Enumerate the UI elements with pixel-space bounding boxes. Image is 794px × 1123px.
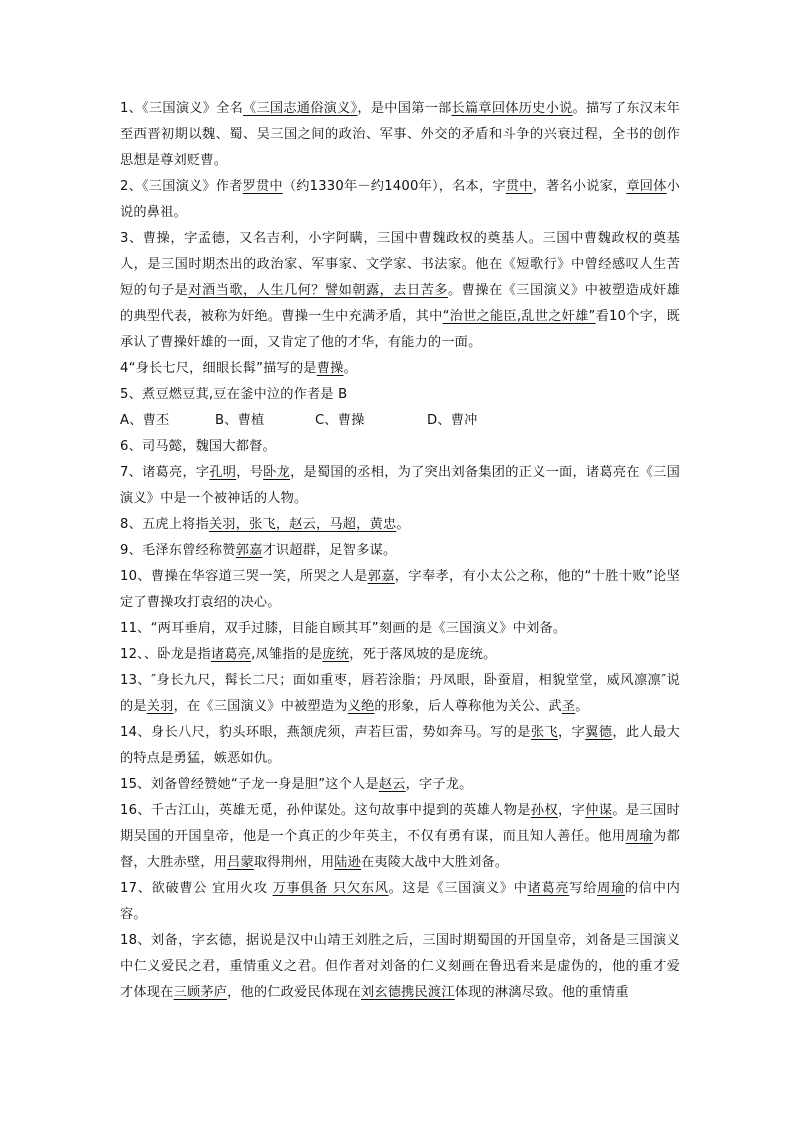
- text-segment: 12、、卧龙是指: [120, 647, 211, 662]
- text-segment: 。描写了东汉末年至西晋初期以魏、蜀、吴三国之间的政治、军事、外交的矛盾和斗争的兴衰过程，全书的创作思想是尊刘贬曹。: [120, 101, 680, 168]
- question-list-part-2: [120, 434, 680, 1006]
- text-segment: 。曹操在《三国演义》中被塑造成奸雄的典型代表，被称为奸绝。曹操一生中充满矛盾，其中: [120, 283, 680, 324]
- document-page: [120, 96, 680, 1006]
- text-segment: 7、诸葛亮，字: [120, 465, 210, 480]
- answer-underline: 三顾茅庐: [173, 985, 228, 1000]
- text-segment: 为都督，大胜赤壁，用: [120, 829, 681, 870]
- text-segment: 17、欲破曹公 宜用火攻: [120, 881, 273, 896]
- text-segment: 。: [575, 699, 589, 714]
- text-segment: 1、《三国演义》全名: [120, 101, 244, 116]
- text-segment: 。是三国时期吴国的开国皇帝，他是一个真正的少年英主，不仅有勇有谋，而且知人善任。他用: [120, 803, 680, 844]
- text-segment: 18、刘备，字玄德，据说是汉中山靖王刘胜之后，三国时期蜀国的开国皇帝，刘备是三国演义中仁义爱民之君，重情重义之君。但作者对刘备的仁义刻画在鲁迅看来是虚伪的，他的重才爱才体现在: [120, 933, 680, 1000]
- text-segment: ，号: [236, 465, 264, 480]
- text-segment: ，字: [558, 725, 586, 740]
- text-segment: ,凤雏指的是: [251, 647, 323, 662]
- answer-options: [120, 408, 680, 434]
- text-segment: 的信中内容。: [120, 881, 680, 922]
- answer-underline: 周瑜: [597, 881, 625, 896]
- answer-underline: 郭嘉: [235, 543, 263, 558]
- answer-underline: 孔明: [209, 465, 237, 480]
- answer-underline: 周瑜: [625, 829, 653, 844]
- question-item: [120, 538, 680, 564]
- question-item: [120, 798, 680, 876]
- text-segment: ，字: [558, 803, 586, 818]
- text-segment: ，字奉孝，有小太公之称，他的“十胜十败”论坚定了曹操攻打袁绍的决心。: [120, 569, 681, 610]
- answer-underline: 关羽，张飞，赵云，马超，黄忠: [208, 517, 397, 532]
- answer-underline: 陆逊: [334, 855, 361, 870]
- text-segment: 在夷陵大战中大胜刘备。: [361, 855, 509, 870]
- text-segment: 4“身长七尺，细眼长髯”描写的是: [120, 361, 317, 376]
- text-segment: 10、曹操在华容道三哭一笑，所哭之人是: [120, 569, 368, 584]
- answer-underline: 圣: [561, 699, 576, 714]
- option-c: C、曹操: [315, 413, 365, 428]
- text-segment: 8、五虎上将指: [120, 517, 209, 532]
- text-segment: 。: [396, 517, 410, 532]
- answer-underline: 赵云: [378, 777, 406, 792]
- question-item: [120, 382, 680, 408]
- answer-underline: 诸葛亮: [527, 881, 570, 896]
- text-segment: 16、千古江山，英雄无觅，孙仲谋处。这句故事中提到的英雄人物是: [120, 803, 531, 818]
- question-item: [120, 720, 680, 772]
- answer-underline: 罗贯中: [242, 179, 283, 194]
- question-item: [120, 564, 680, 616]
- question-item: [120, 174, 680, 226]
- text-segment: ，是蜀国的丞相，为了突出刘备集团的正义一面，诸葛亮在《三国演义》中是一个被神话的人物。: [120, 465, 680, 506]
- answer-underline: 长篇章回体历史小说: [451, 101, 573, 116]
- answer-underline: 孙权: [530, 803, 559, 818]
- answer-underline: 万事俱备 只欠东风: [272, 881, 389, 896]
- answer-underline: 卧龙: [263, 465, 291, 480]
- answer-underline: 翼德: [585, 725, 613, 740]
- answer-underline: 义绝: [347, 699, 375, 714]
- question-item: [120, 434, 680, 460]
- answer-underline: 诸葛亮: [210, 647, 252, 662]
- option-b: B、曹植: [215, 413, 265, 428]
- answer-underline: 郭嘉: [367, 569, 395, 584]
- text-segment: ，此人最大的特点是勇猛，嫉恶如仇。: [120, 725, 680, 766]
- text-segment: ，是中国第一部: [357, 101, 452, 116]
- answer-underline: 《三国志通俗演义》: [243, 101, 358, 116]
- text-segment: ，著名小说家，: [532, 179, 627, 194]
- question-item: [120, 356, 680, 382]
- answer-underline: 仲谋: [585, 803, 613, 818]
- question-list-part-1: [120, 96, 680, 408]
- text-segment: 15、刘备曾经赞她“子龙一身是胆”这个人是: [120, 777, 379, 792]
- question-item: [120, 772, 680, 798]
- text-segment: ，他的仁政爱民体现在: [227, 985, 361, 1000]
- text-segment: 取得荆州，用: [253, 855, 335, 870]
- question-item: [120, 642, 680, 668]
- text-segment: 写给: [569, 881, 598, 896]
- answer-underline: 对酒当歌，人生几何？譬如朝露，去日苦多: [188, 283, 448, 298]
- answer-underline: 吕蒙: [227, 855, 254, 870]
- text-segment: 14、身长八尺，豹头环眼，燕颔虎须，声若巨雷，势如奔马。写的是: [120, 725, 531, 740]
- answer-underline: 曹操: [316, 361, 344, 376]
- text-segment: ，死于落凤坡的是庞统。: [349, 647, 497, 662]
- text-segment: 。这是《三国演义》中: [388, 881, 528, 896]
- answer-underline: 贯中: [505, 179, 533, 194]
- text-segment: ，字子龙。: [405, 777, 473, 792]
- option-d: D、曹冲: [427, 413, 478, 428]
- answer-underline: 刘玄德携民渡江: [361, 985, 455, 1000]
- question-item: [120, 226, 680, 356]
- text-segment: 体现的淋漓尽致。他的重情重: [454, 985, 629, 1000]
- text-segment: 3、曹操，字孟德，又名吉利，小字阿瞒，三国中曹魏政权的奠基人。三国中曹魏政权的奠基人，是三国时期杰出的政治家、军事家、文学家、书法家。他在《短歌行》中曾经感叹人生苦短的句子是: [120, 231, 680, 298]
- question-item: [120, 928, 680, 1006]
- question-item: [120, 96, 680, 174]
- question-item: [120, 876, 680, 928]
- answer-underline: “治世之能臣,乱世之奸雄”: [442, 309, 596, 324]
- text-segment: 才识超群，足智多谋。: [262, 543, 397, 558]
- text-segment: 5、煮豆燃豆萁,豆在釜中泣的作者是 B: [120, 387, 348, 402]
- option-a: A、曹丕: [120, 413, 170, 428]
- text-segment: 9、毛泽东曾经称赞: [120, 543, 236, 558]
- question-item: [120, 512, 680, 538]
- question-item: [120, 460, 680, 512]
- text-segment: 看10个字，既承认了曹操奸雄的一面，又肯定了他的才华，有能力的一面。: [120, 309, 680, 350]
- answer-underline: 庞统: [322, 647, 350, 662]
- text-segment: （约1330年－约1400年），名本，字: [282, 179, 506, 194]
- text-segment: 。: [343, 361, 357, 376]
- question-item: [120, 616, 680, 642]
- text-segment: 的形象，后人尊称他为关公、武: [374, 699, 562, 714]
- answer-underline: 张飞: [530, 725, 559, 740]
- answer-underline: 章回体: [626, 179, 667, 194]
- text-segment: 2、《三国演义》作者: [120, 179, 243, 194]
- answer-underline: 关羽: [146, 699, 174, 714]
- text-segment: ，在《三国演义》中被塑造为: [173, 699, 348, 714]
- text-segment: 小说的鼻祖。: [120, 179, 680, 220]
- text-segment: 11、“两耳垂肩，双手过膝，目能自顾其耳”刻画的是《三国演义》中刘备。: [120, 621, 567, 636]
- text-segment: 6、司马懿，魏国大都督。: [120, 439, 276, 454]
- question-item: [120, 668, 680, 720]
- text-segment: 13、″身长九尺，髯长二尺；面如重枣，唇若涂脂；丹凤眼，卧蚕眉，相貌堂堂，威风凛凛″说的是: [120, 673, 680, 714]
